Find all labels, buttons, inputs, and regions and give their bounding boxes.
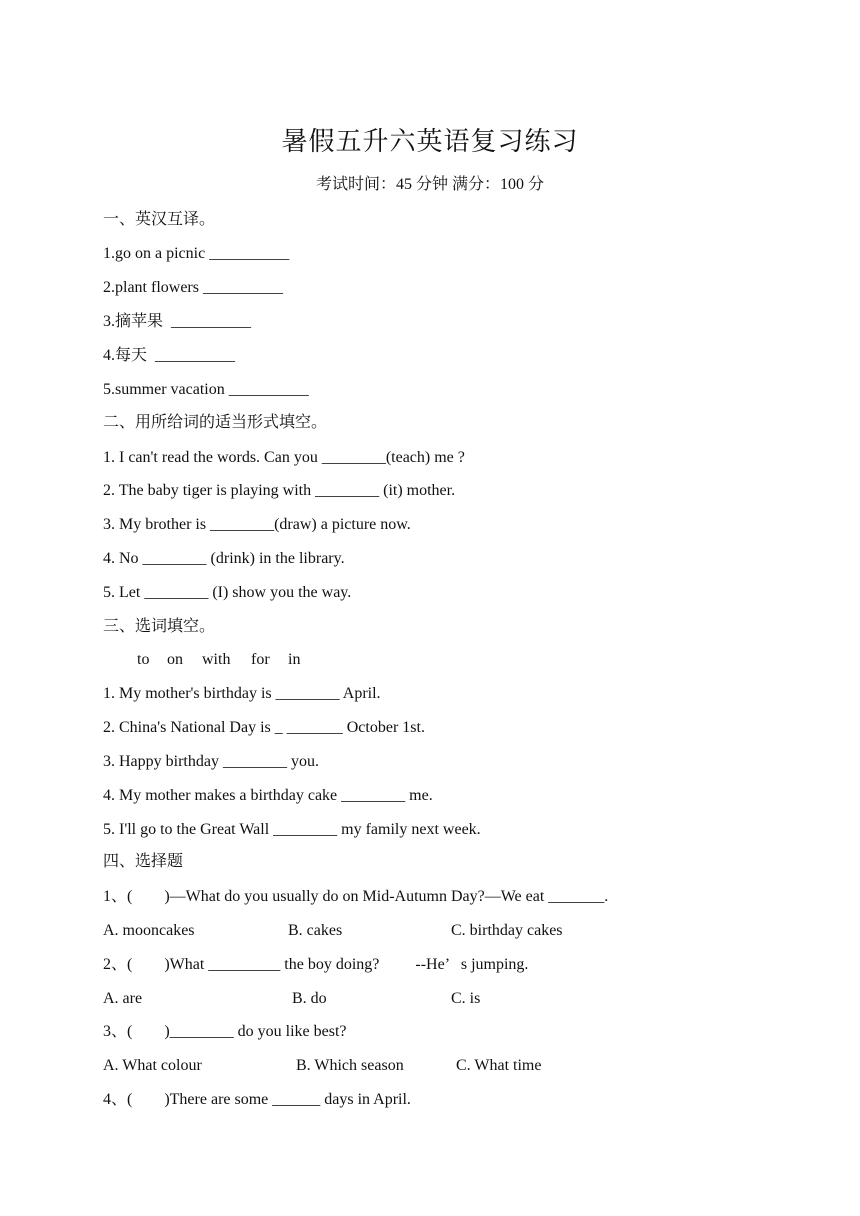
page-title: 暑假五升六英语复习练习 [281,127,579,156]
answer-option: C. What time [456,1057,542,1074]
word-bank-item: to [137,651,150,668]
fill-in-item: 4. No ________ (drink) in the library. [103,550,345,567]
translation-item: 5.summer vacation __________ [103,381,309,398]
fill-in-item: 4. My mother makes a birthday cake ________ me. [103,787,433,804]
answer-option: A. are [103,990,143,1007]
word-bank-item: for [251,651,270,668]
word-bank-item: with [202,651,231,668]
question-stem: 4、( )There are some ______ days in April. [103,1091,411,1108]
fill-in-item: 1. My mother's birthday is ________ April. [103,685,381,702]
answer-option: A. What colour [103,1057,202,1074]
fill-in-item: 2. China's National Day is _ _______ October 1st. [103,719,425,736]
answer-option: C. birthday cakes [451,922,563,939]
section-heading: 一、英汉互译。 [103,211,216,228]
translation-item: 4.每天 __________ [103,347,236,364]
answer-option: B. cakes [288,922,343,939]
question-stem: 1、( )—What do you usually do on Mid-Autumn Day?—We eat _______. [103,888,609,905]
fill-in-item: 2. The baby tiger is playing with ________ (it) mother. [103,482,456,499]
answer-option: A. mooncakes [103,922,195,939]
translation-item: 2.plant flowers __________ [103,279,283,296]
fill-in-item: 5. Let ________ (I) show you the way. [103,584,352,601]
section-heading: 三、选词填空。 [103,618,216,635]
fill-in-item: 5. I'll go to the Great Wall ________ my family next week. [103,821,481,838]
fill-in-item: 3. Happy birthday ________ you. [103,753,319,770]
answer-option: C. is [451,990,481,1007]
question-stem: 2、( )What _________ the boy doing? --He’ s jumping. [103,956,529,973]
translation-item: 3.摘苹果 __________ [103,313,252,330]
fill-in-item: 1. I can't read the words. Can you ________(teach) me ? [103,449,465,466]
word-bank-item: on [167,651,183,668]
section-heading: 四、选择题 [103,853,184,870]
exam-info: 考试时间：45 分钟 满分：100 分 [315,176,544,193]
answer-option: B. do [292,990,327,1007]
fill-in-item: 3. My brother is ________(draw) a picture now. [103,516,411,533]
answer-option: B. Which season [296,1057,404,1074]
word-bank-item: in [288,651,301,668]
section-heading: 二、用所给词的适当形式填空。 [103,414,328,431]
question-stem: 3、( )________ do you like best? [103,1023,347,1040]
translation-item: 1.go on a picnic __________ [103,245,290,262]
